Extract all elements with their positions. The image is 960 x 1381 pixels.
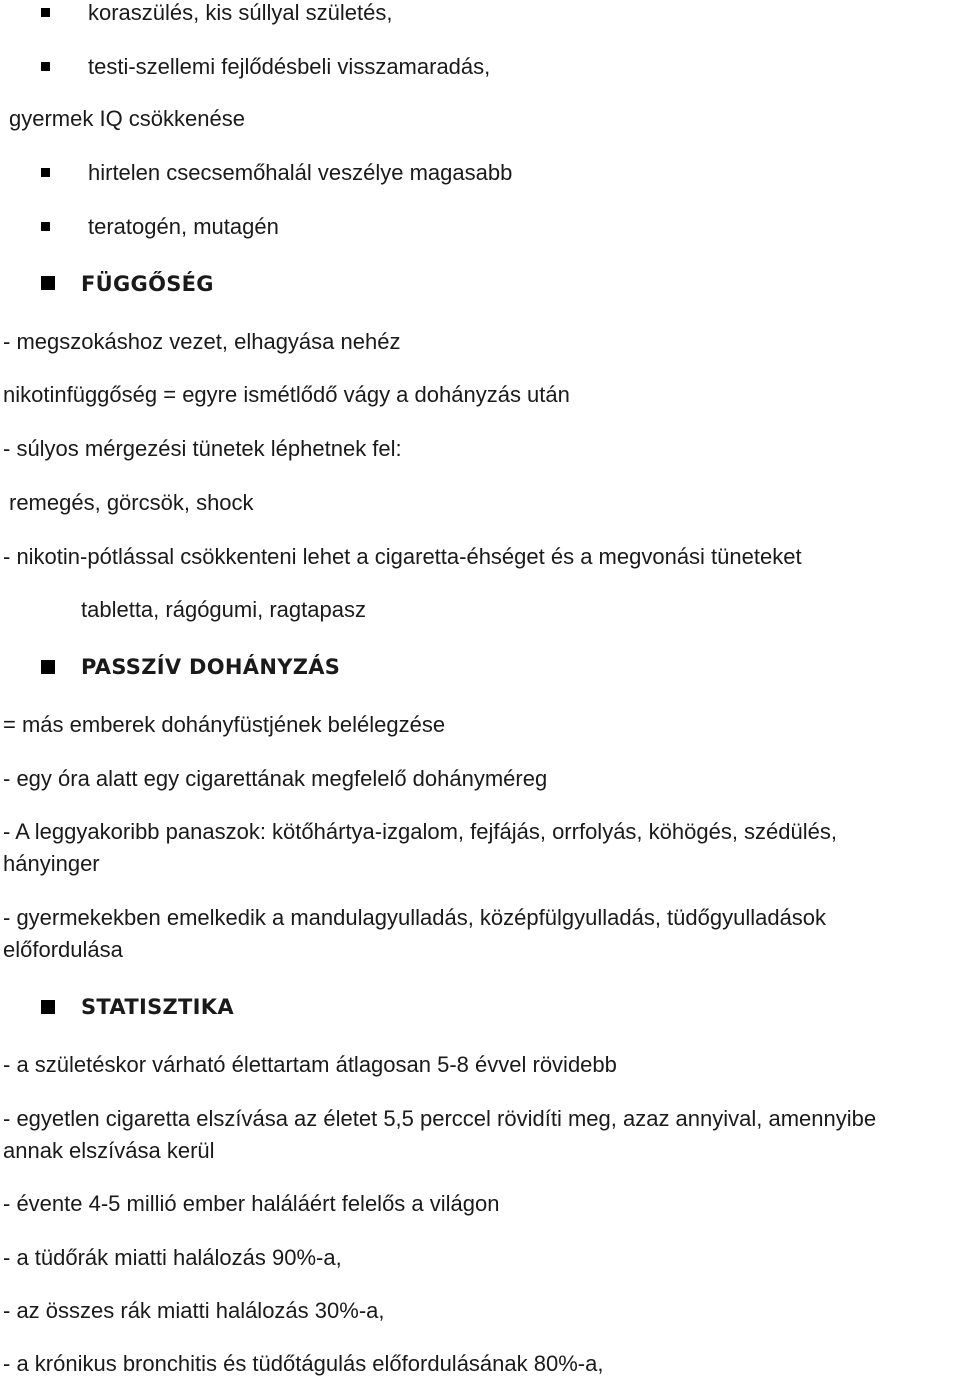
text-line: - A leggyakoribb panaszok: kötőhártya-izgalom, fejfájás, orrfolyás, köhögés, szédülés, [3,819,838,844]
heading-bullet-icon [41,1000,55,1014]
text-line: - egyetlen cigaretta elszívása az életet 5,5 perccel rövidíti meg, azaz annyival, amennyibe [3,1106,877,1131]
plain-line: gyermek IQ csökkenése [9,106,245,131]
section-heading-passive: PASSZÍV DOHÁNYZÁS [81,655,341,679]
bullet-square-icon [41,168,50,177]
text-line: annak elszívása kerül [3,1138,215,1163]
bullet-item: hirtelen csecsemőhalál veszélye magasabb [88,160,513,185]
text-line: = más emberek dohányfüstjének belélegzése [3,712,446,737]
text-line: - évente 4-5 millió ember haláláért felelős a világon [3,1191,500,1216]
text-line: - a krónikus bronchitis és tüdőtágulás előfordulásának 80%-a, [3,1351,604,1376]
text-line: hányinger [3,851,100,876]
heading-bullet-icon [41,276,55,290]
bullet-square-icon [41,222,50,231]
bullet-item: testi-szellemi fejlődésbeli visszamaradás, [88,54,491,79]
section-heading-statistics: STATISZTIKA [81,995,234,1019]
text-line: - egy óra alatt egy cigarettának megfelelő dohányméreg [3,766,548,791]
section-heading-dependence: FÜGGŐSÉG [81,272,214,296]
text-line: - megszokáshoz vezet, elhagyása nehéz [3,329,401,354]
text-line: tabletta, rágógumi, ragtapasz [81,597,366,622]
text-line: - súlyos mérgezési tünetek léphetnek fel: [3,436,402,461]
bullet-square-icon [41,62,50,71]
text-line: előfordulása [3,937,123,962]
text-line: - a tüdőrák miatti halálozás 90%-a, [3,1245,342,1270]
text-line: - a születéskor várható élettartam átlagosan 5-8 évvel rövidebb [3,1052,617,1077]
text-line: remegés, görcsök, shock [9,490,254,515]
text-line: - gyermekekben emelkedik a mandulagyulladás, középfülgyulladás, tüdőgyulladások [3,905,827,930]
text-line: - az összes rák miatti halálozás 30%-a, [3,1298,385,1323]
bullet-item: teratogén, mutagén [88,214,279,239]
bullet-square-icon [41,8,50,17]
text-line: - nikotin-pótlással csökkenteni lehet a cigaretta-éhséget és a megvonási tüneteket [3,544,802,569]
text-line: nikotinfüggőség = egyre ismétlődő vágy a dohányzás után [3,382,570,407]
bullet-item: koraszülés, kis súllyal születés, [88,0,393,25]
heading-bullet-icon [41,660,55,674]
